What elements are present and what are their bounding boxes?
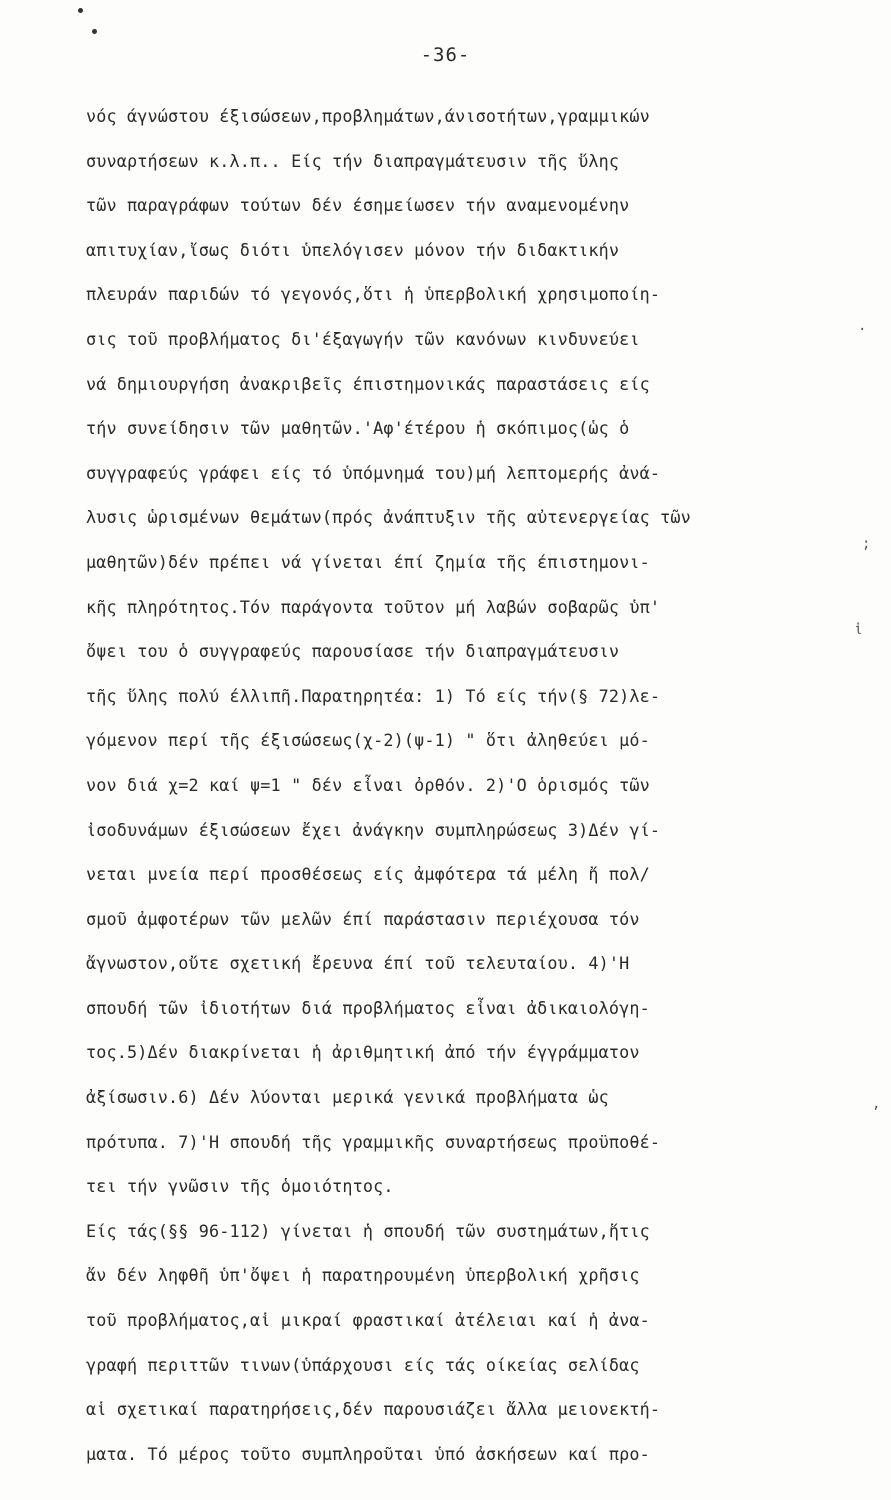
text-line: νεται μνεία περί προσθέσεως είς ἀμφότερα τά μέλη ἤ πολ/ [86,864,650,885]
text-line: νός άγνώστου έξισώσεων,προβλημάτων,άνισοτήτων,γραμμικών [86,106,650,126]
ink-dot [78,8,83,13]
text-line: νά δημιουργήση ἀνακριβεῖς έπιστημονικάς παραστάσεις είς [86,373,650,394]
margin-tick: ; [862,536,871,552]
text-line: απιτυχίαν,ἴσως διότι ὑπελόγισεν μόνον τήν διδακτικήν [86,239,620,260]
text-line: σμοῦ ἀμφοτέρων τῶν μελῶν έπί παράστασιν περιέχουσα τόν [86,908,640,929]
text-line: πλευράν παριδών τό γεγονός,ὅτι ἡ ὑπερβολική χρησιμοποίη- [86,284,661,305]
text-line: Είς τάς(§§ 96-112) γίνεται ἡ σπουδή τῶν συστημάτων,ἥτις [86,1220,650,1241]
text-line: νον διά χ=2 καί ψ=1 " δέν εἶναι ὀρθόν. 2)'Ο ὁρισμός τῶν [86,774,650,795]
text-line: τοῦ προβλήματος,αἱ μικραί φραστικαί ἀτέλειαι καί ἡ ἀνα- [86,1310,650,1331]
text-line: ὄψει του ὁ συγγραφεύς παρουσίασε τήν διαπραγμάτευσιν [86,641,620,662]
text-line: τῶν παραγράφων τούτων δέν έσημείωσεν τήν αναμενομένην [86,195,630,216]
body-text [86,94,856,1476]
margin-tick: ἱ [854,622,863,638]
text-line: αἱ σχετικαί παρατηρήσεις,δέν παρουσιάζει ἄλλα μειονεκτή- [86,1399,661,1420]
text-line: συγγραφεύς γράφει είς τό ὑπόμνημά του)μή λεπτομερής ἀνά- [86,462,661,483]
text-line: τῆς ὕλης πολύ έλλιπῆ.Παρατηρητέα: 1) Τό είς τήν(§ 72)λε- [86,685,661,706]
text-line: τει τήν γνῶσιν τῆς ὁμοιότητος. [86,1176,394,1197]
text-line: ἄν δέν ληφθῆ ὑπ'ὄψει ἡ παρατηρουμένη ὑπερβολική χρῆσις [86,1265,640,1286]
text-line: σις τοῦ προβλήματος δι'έξαγωγήν τῶν κανόνων κινδυνεύει [86,328,640,349]
text-line: μαθητῶν)δέν πρέπει νά γίνεται έπί ζημία τῆς έπιστημονι- [86,551,650,572]
text-line: κῆς πληρότητος.Τόν παράγοντα τοῦτον μή λαβών σοβαρῶς ὑπ' [86,596,661,617]
margin-tick: · [858,322,867,338]
ink-dot [92,29,97,34]
text-line: ἰσοδυνάμων έξισώσεων ἔχει ἀνάγκην συμπληρώσεως 3)Δέν γί- [86,819,661,840]
text-line: τήν συνείδησιν τῶν μαθητῶν.'Αφ'έτέρου ἡ σκόπιμος(ὡς ὁ [86,418,630,439]
text-line: πρότυπα. 7)'Η σπουδή τῆς γραμμικῆς συναρτήσεως προϋποθέ- [86,1131,661,1152]
margin-tick: , [872,1096,881,1112]
text-line: γραφή περιττῶν τινων(ὑπάρχουσι είς τάς οίκείας σελίδας [86,1354,640,1375]
page-number: -36- [420,44,471,66]
text-line: ματα. Τό μέρος τοῦτο συμπληροῦται ὑπό ἀσκήσεων καί προ- [86,1443,650,1464]
text-line: ἄγνωστον,οὔτε σχετική ἔρευνα έπί τοῦ τελευταίου. 4)'Η [86,953,630,974]
text-line: συναρτήσεων κ.λ.π.. Είς τήν διαπραγμάτευσιν τῆς ὕλης [86,150,620,171]
text-line: ἀξίσωσιν.6) Δέν λύονται μερικά γενικά προβλήματα ὡς [86,1087,609,1108]
text-line: τος.5)Δέν διακρίνεται ἡ ἀριθμητική ἀπό τήν έγγράμματον [86,1042,640,1063]
text-line: σπουδή τῶν ἰδιοτήτων διά προβλήματος εἶναι ἀδικαιολόγη- [86,997,650,1018]
text-line: λυσις ὡρισμένων θεμάτων(πρός ἀνάπτυξιν τῆς αὐτενεργείας τῶν [86,507,691,528]
text-line: γόμενον περί τῆς έξισώσεως(χ-2)(ψ-1) " ὅτι ἀληθεύει μό- [86,730,650,751]
